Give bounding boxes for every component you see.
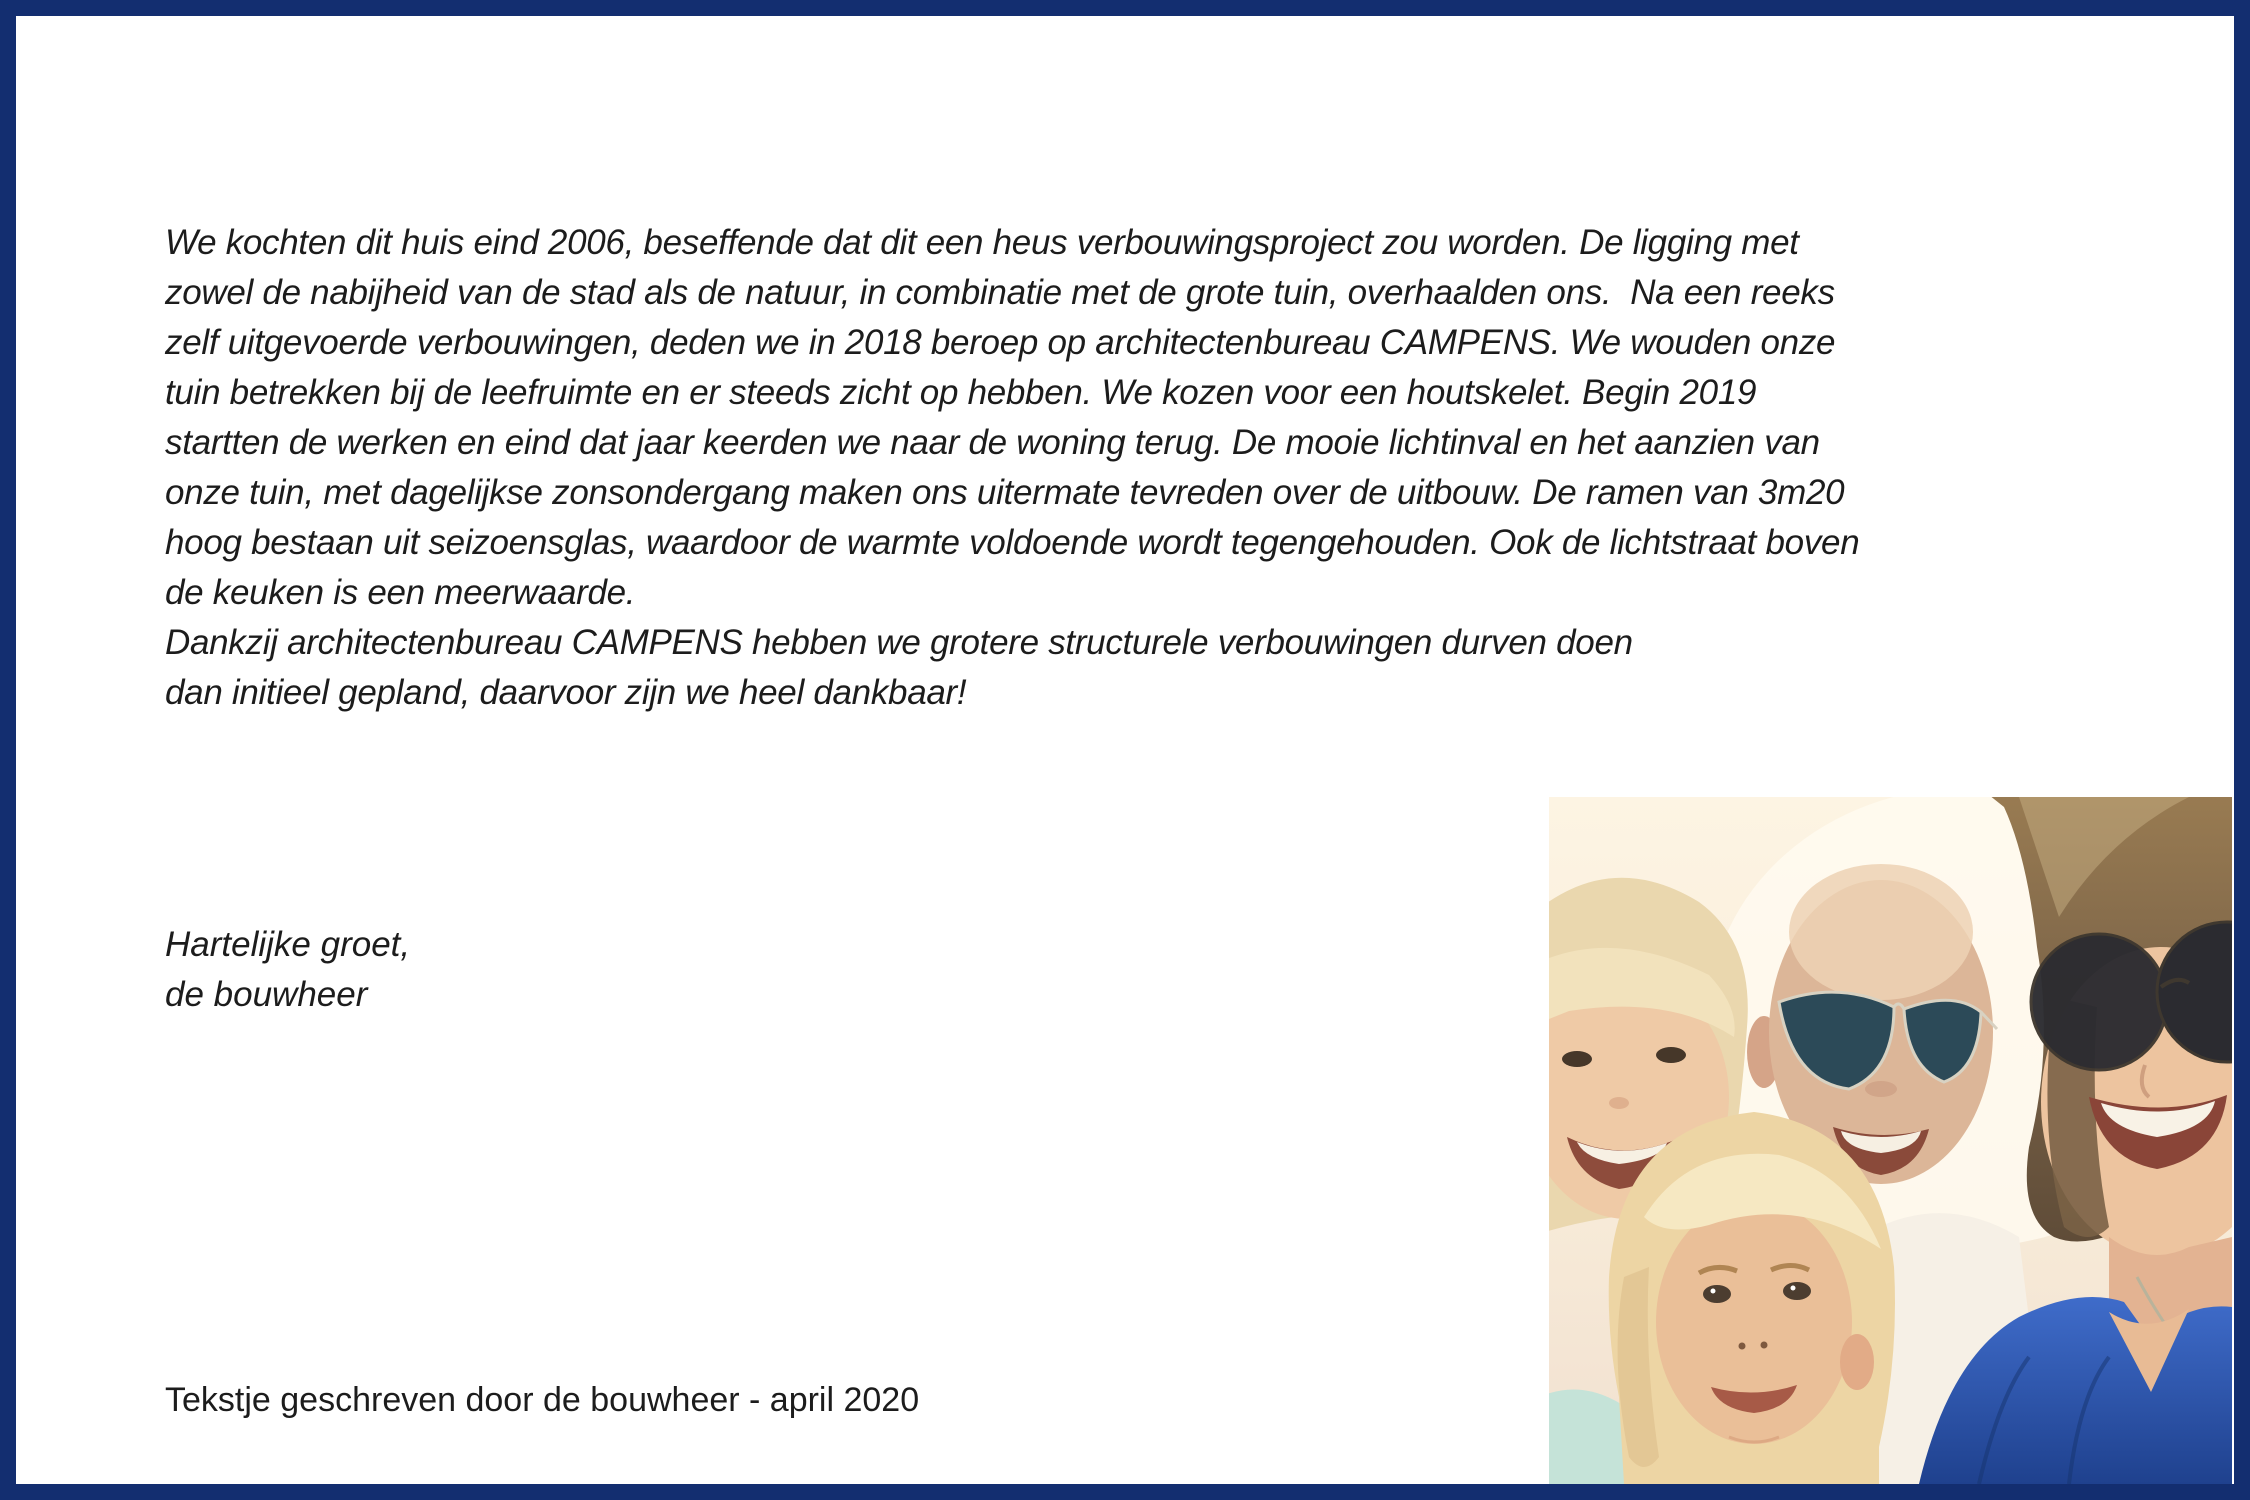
testimonial-line: hoog bestaan uit seizoensglas, waardoor de warmte voldoende wordt tegengehouden. Ook de lichtstraat boven: [165, 523, 1860, 562]
caption-text: Tekstje geschreven door de bouwheer - april 2020: [165, 1381, 920, 1419]
family-selfie-photo: [1549, 797, 2232, 1484]
testimonial-line: We kochten dit huis eind 2006, beseffende dat dit een heus verbouwingsproject zou worden. De ligging met: [165, 223, 1799, 262]
signature-line: Hartelijke groet,: [165, 925, 411, 964]
testimonial-line: tuin betrekken bij de leefruimte en er steeds zicht op hebben. We kozen voor een houtskelet. Begin 2019: [165, 373, 1757, 412]
testimonial-line: de keuken is een meerwaarde.: [165, 573, 636, 612]
testimonial-line: startten de werken en eind dat jaar keerden we naar de woning terug. De mooie lichtinval en het aanzien van: [165, 423, 1820, 462]
testimonial-paragraph: [165, 218, 1859, 718]
testimonial-line: dan initieel gepland, daarvoor zijn we heel dankbaar!: [165, 673, 967, 712]
child-front-figure: [1609, 1112, 1895, 1484]
testimonial-line: zowel de nabijheid van de stad als de natuur, in combinatie met de grote tuin, overhaalden ons. Na een reeks: [165, 273, 1835, 312]
testimonial-line: onze tuin, met dagelijkse zonsondergang maken ons uitermate tevreden over de uitbouw. De ramen van 3m20: [165, 473, 1845, 512]
testimonial-line: Dankzij architectenbureau CAMPENS hebben we grotere structurele verbouwingen durven doen: [165, 623, 1633, 662]
round-sunglasses-icon: [2031, 934, 2167, 1070]
signature-block: [165, 920, 410, 1020]
signature-line: de bouwheer: [165, 975, 368, 1014]
testimonial-line: zelf uitgevoerde verbouwingen, deden we in 2018 beroep op architectenbureau CAMPENS. We wouden onze: [165, 323, 1836, 362]
